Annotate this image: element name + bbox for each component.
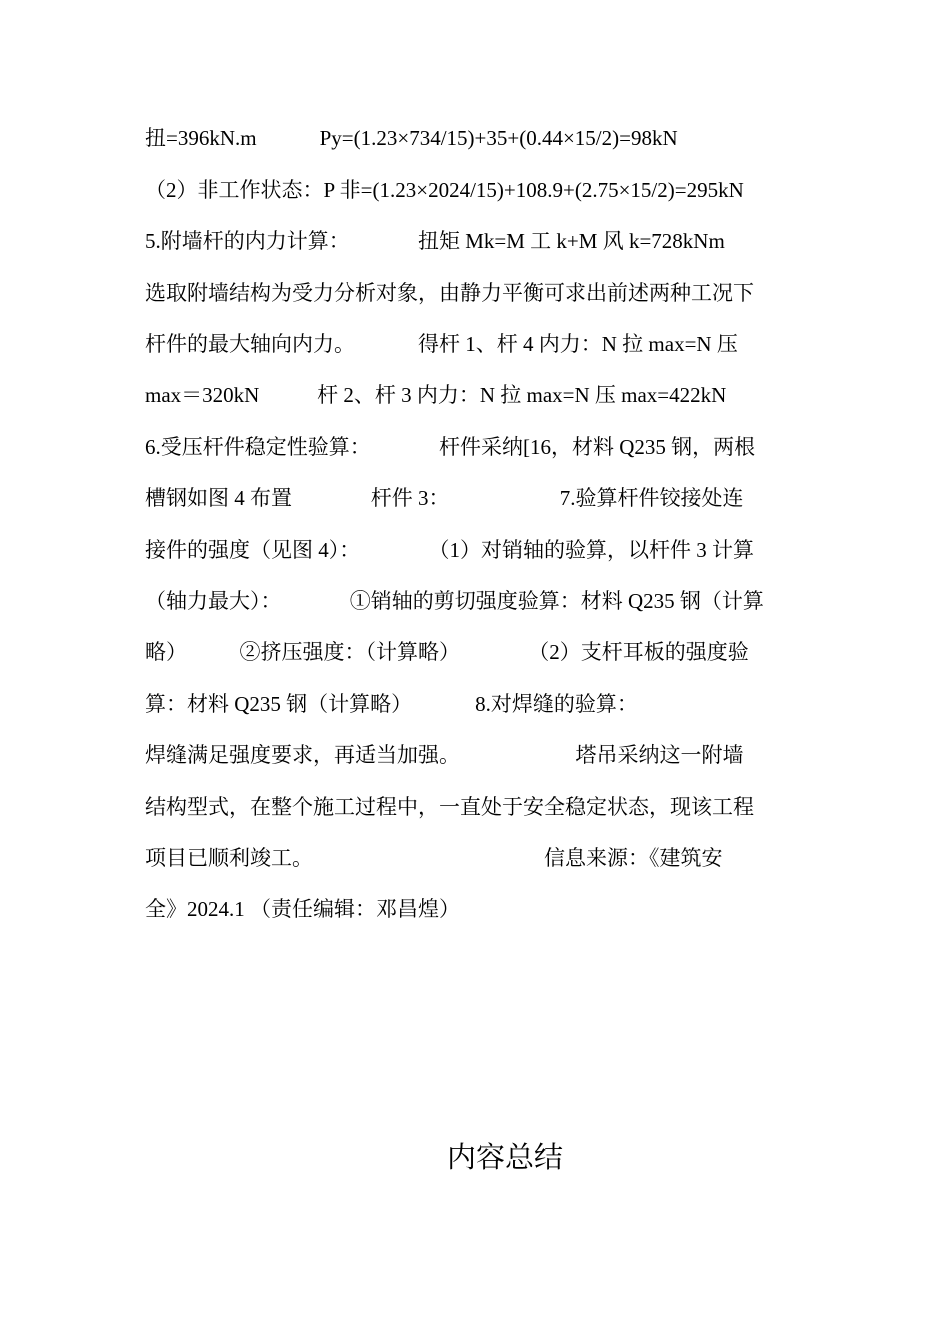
body-line: max＝320kN 杆 2、杆 3 内力：N 拉 max=N 压 max=422kN [145,383,727,407]
body-line: 选取附墙结构为受力分析对象，由静力平衡可求出前述两种工况下 [145,281,754,305]
summary-heading: 内容总结 [446,1142,563,1174]
body-line: 接件的强度（见图 4）： （1）对销轴的验算，以杆件 3 计算 [145,538,754,562]
body-line: 5.附墙杆的内力计算： 扭矩 Mk=M 工 k+M 风 k=728kNm [145,229,725,253]
body-line: 焊缝满足强度要求，再适当加强。 塔吊采纳这一附墙 [145,743,744,767]
body-line: （2）非工作状态：P 非=(1.23×2024/15)+108.9+(2.75×15/2)=295kN [145,178,744,202]
body-line: 全》2024.1 （责任编辑：邓昌煌） [145,897,460,921]
body-line: 略） ②挤压强度：（计算略） （2）支杆耳板的强度验 [145,640,749,664]
body-line: 6.受压杆件稳定性验算： 杆件采纳[16，材料 Q235 钢，两根 [145,435,756,459]
body-line: （轴力最大）： ①销轴的剪切强度验算：材料 Q235 钢（计算 [145,589,764,613]
body-line: 杆件的最大轴向内力。 得杆 1、杆 4 内力：N 拉 max=N 压 [145,332,738,356]
body-line: 项目已顺利竣工。 信息来源：《建筑安 [145,846,723,870]
body-line: 结构型式，在整个施工过程中，一直处于安全稳定状态，现该工程 [145,795,754,819]
body-line: 扭=396kN.m Py=(1.23×734/15)+35+(0.44×15/2)=98kN [145,126,678,150]
body-line: 槽钢如图 4 布置 杆件 3： 7.验算杆件铰接处连 [145,486,744,510]
body-line: 算：材料 Q235 钢（计算略） 8.对焊缝的验算： [145,692,638,716]
